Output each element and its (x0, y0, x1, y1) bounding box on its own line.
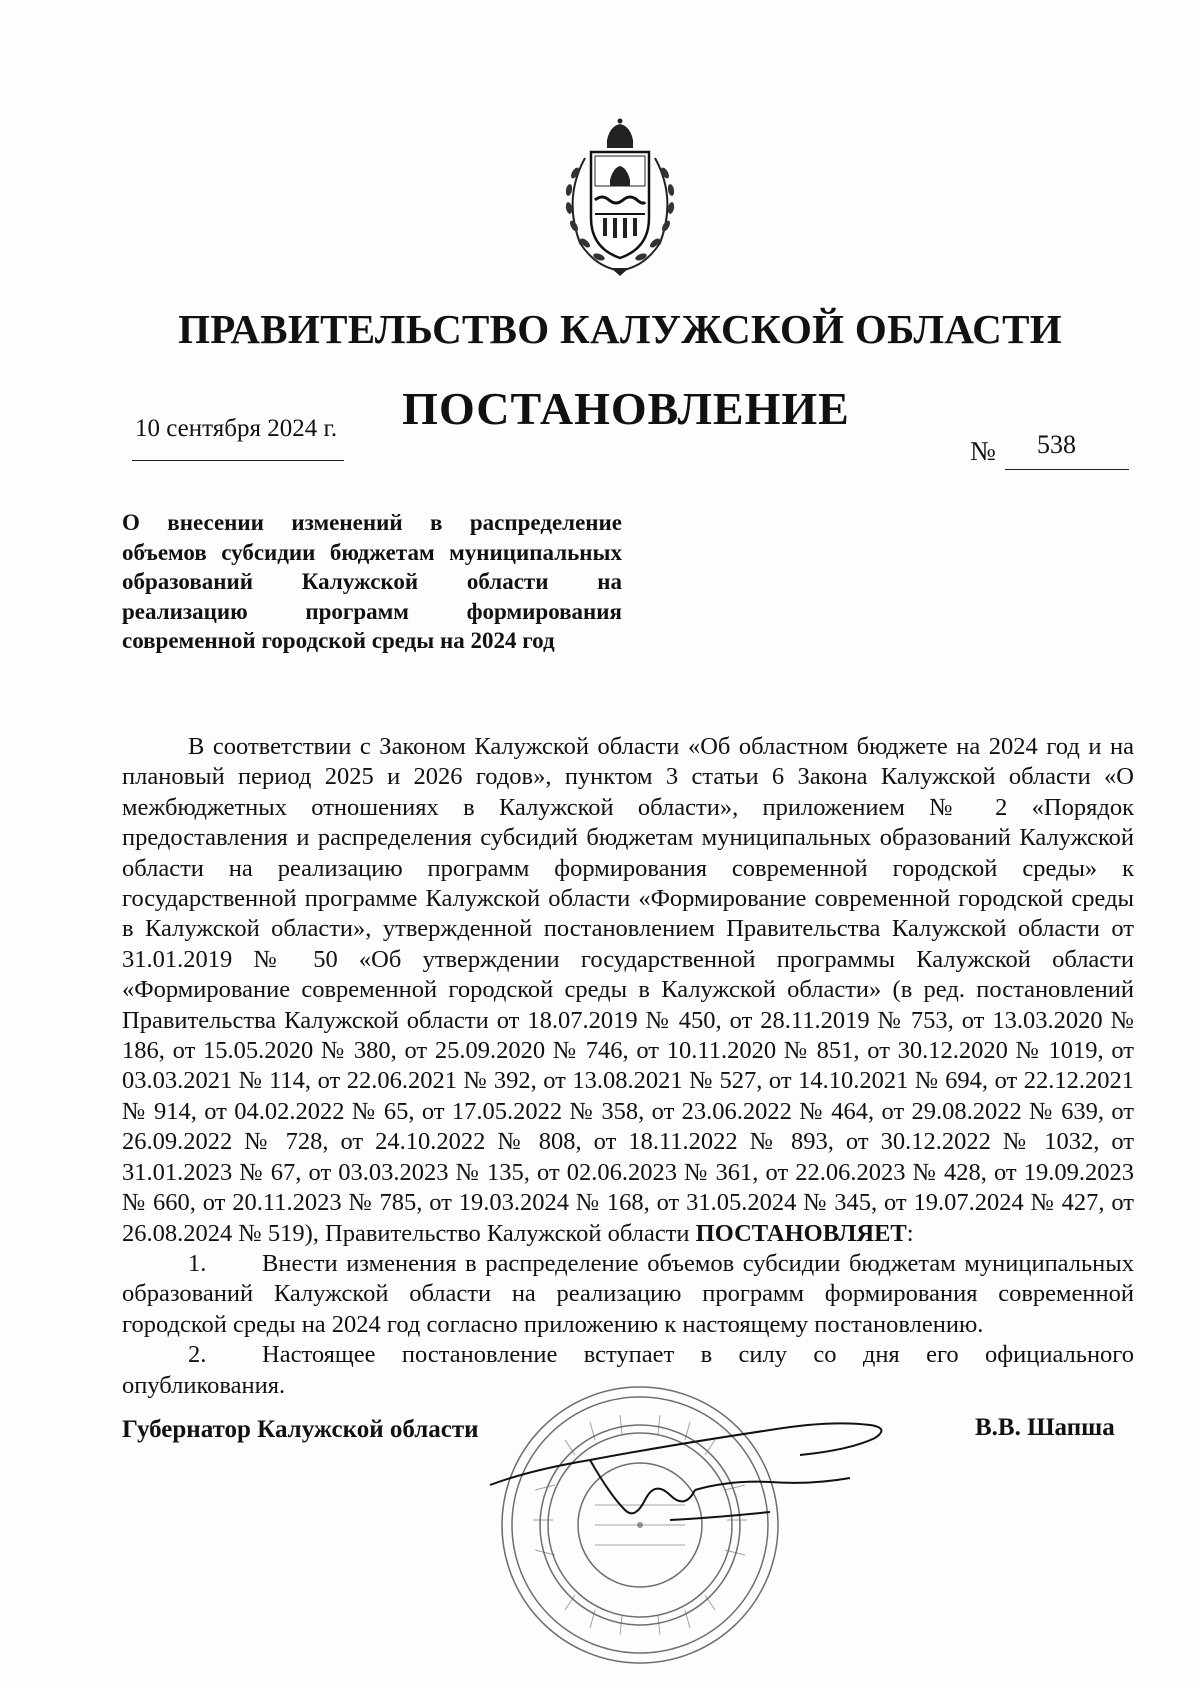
resolves-word: ПОСТАНОВЛЯЕТ (695, 1219, 907, 1247)
preamble-text: В соответствии с Законом Калужской области «Об областном бюджете на 2024 год и на плановый период 2025 и 2026 годов», пунктом 3 статьи 6 Закона Калужской области «О межбюджетных отношениях в Калужской области», приложением № 2 «Порядок предоставления и распределения субсидий бюджетам муниципальных образований Калужской области на реализацию программ формирования современной городской среды» к государственной программе Калужской области «Формирование современной городской среды в Калужской области», утвержденной постановлением Правительства Калужской области от 31.01.2019 № 50 «Об утверждении государственной программы Калужской области «Формирование современной городской среды в Калужской области» (в ред. постановлений Правительства Калужской области от 18.07.2019 № 450, от 28.11.2019 № 753, от 13.03.2020 № 186, от 15.05.2020 № 380, от 25.09.2020 № 746, от 10.11.2020 № 851, от 30.12.2020 № 1019, от 03.03.2021 № 114, от 22.06.2021 № 392, от 13.08.2021 № 527, от 14.10.2021 № 694, от 22.12.2021 № 914, от 04.02.2022 № 65, от 17.05.2022 № 358, от 23.06.2022 № 464, от 29.08.2022 № 639, от 26.09.2022 № 728, от 24.10.2022 № 808, от 18.11.2022 № 893, от 30.12.2022 № 1032, от 31.01.2023 № 67, от 03.03.2023 № 135, от 02.06.2023 № 361, от 22.06.2023 № 428, от 19.09.2023 № 660, от 20.11.2023 № 785, от 19.03.2024 № 168, от 31.05.2024 № 345, от 19.07.2024 № 427, от 26.08.2024 № 519), Правительство Калужской области (122, 733, 1134, 1247)
item-number: 1. (188, 1249, 207, 1277)
handwritten-signature-icon (470, 1400, 950, 1550)
item-text: Внести изменения в распределение объемов субсидии бюджетам муниципальных образований Калужской области на реализацию программ формирования современной городской среды на 2024 год согласно приложению к настоящему постановлению. (122, 1249, 1134, 1338)
signatory-name: В.В. Шапша (975, 1414, 1115, 1441)
list-item (122, 1249, 1134, 1340)
date-underline (132, 460, 344, 461)
document-type: ПОСТАНОВЛЕНИЕ (402, 383, 850, 434)
document-number: 538 (1037, 430, 1076, 459)
item-text: Настоящее постановление вступает в силу со дня его официального опубликования. (122, 1341, 1134, 1399)
coat-of-arms-icon (555, 118, 685, 278)
number-sign: № (970, 436, 996, 466)
document-date: 10 сентября 2024 г. (135, 415, 338, 442)
number-underline (1005, 469, 1129, 470)
preamble-paragraph (122, 732, 1134, 1249)
resolves-colon: : (906, 1219, 914, 1247)
document-subject: О внесении изменений в распределение объемов субсидии бюджетам муниципальных образований Калужской области на реализацию программ формирования современной городской среды на 2024 год (122, 510, 622, 653)
government-name: ПРАВИТЕЛЬСТВО КАЛУЖСКОЙ ОБЛАСТИ (178, 306, 1062, 352)
item-number: 2. (188, 1341, 207, 1369)
document-body (122, 732, 1134, 1401)
signatory-role: Губернатор Калужской области (122, 1416, 479, 1443)
